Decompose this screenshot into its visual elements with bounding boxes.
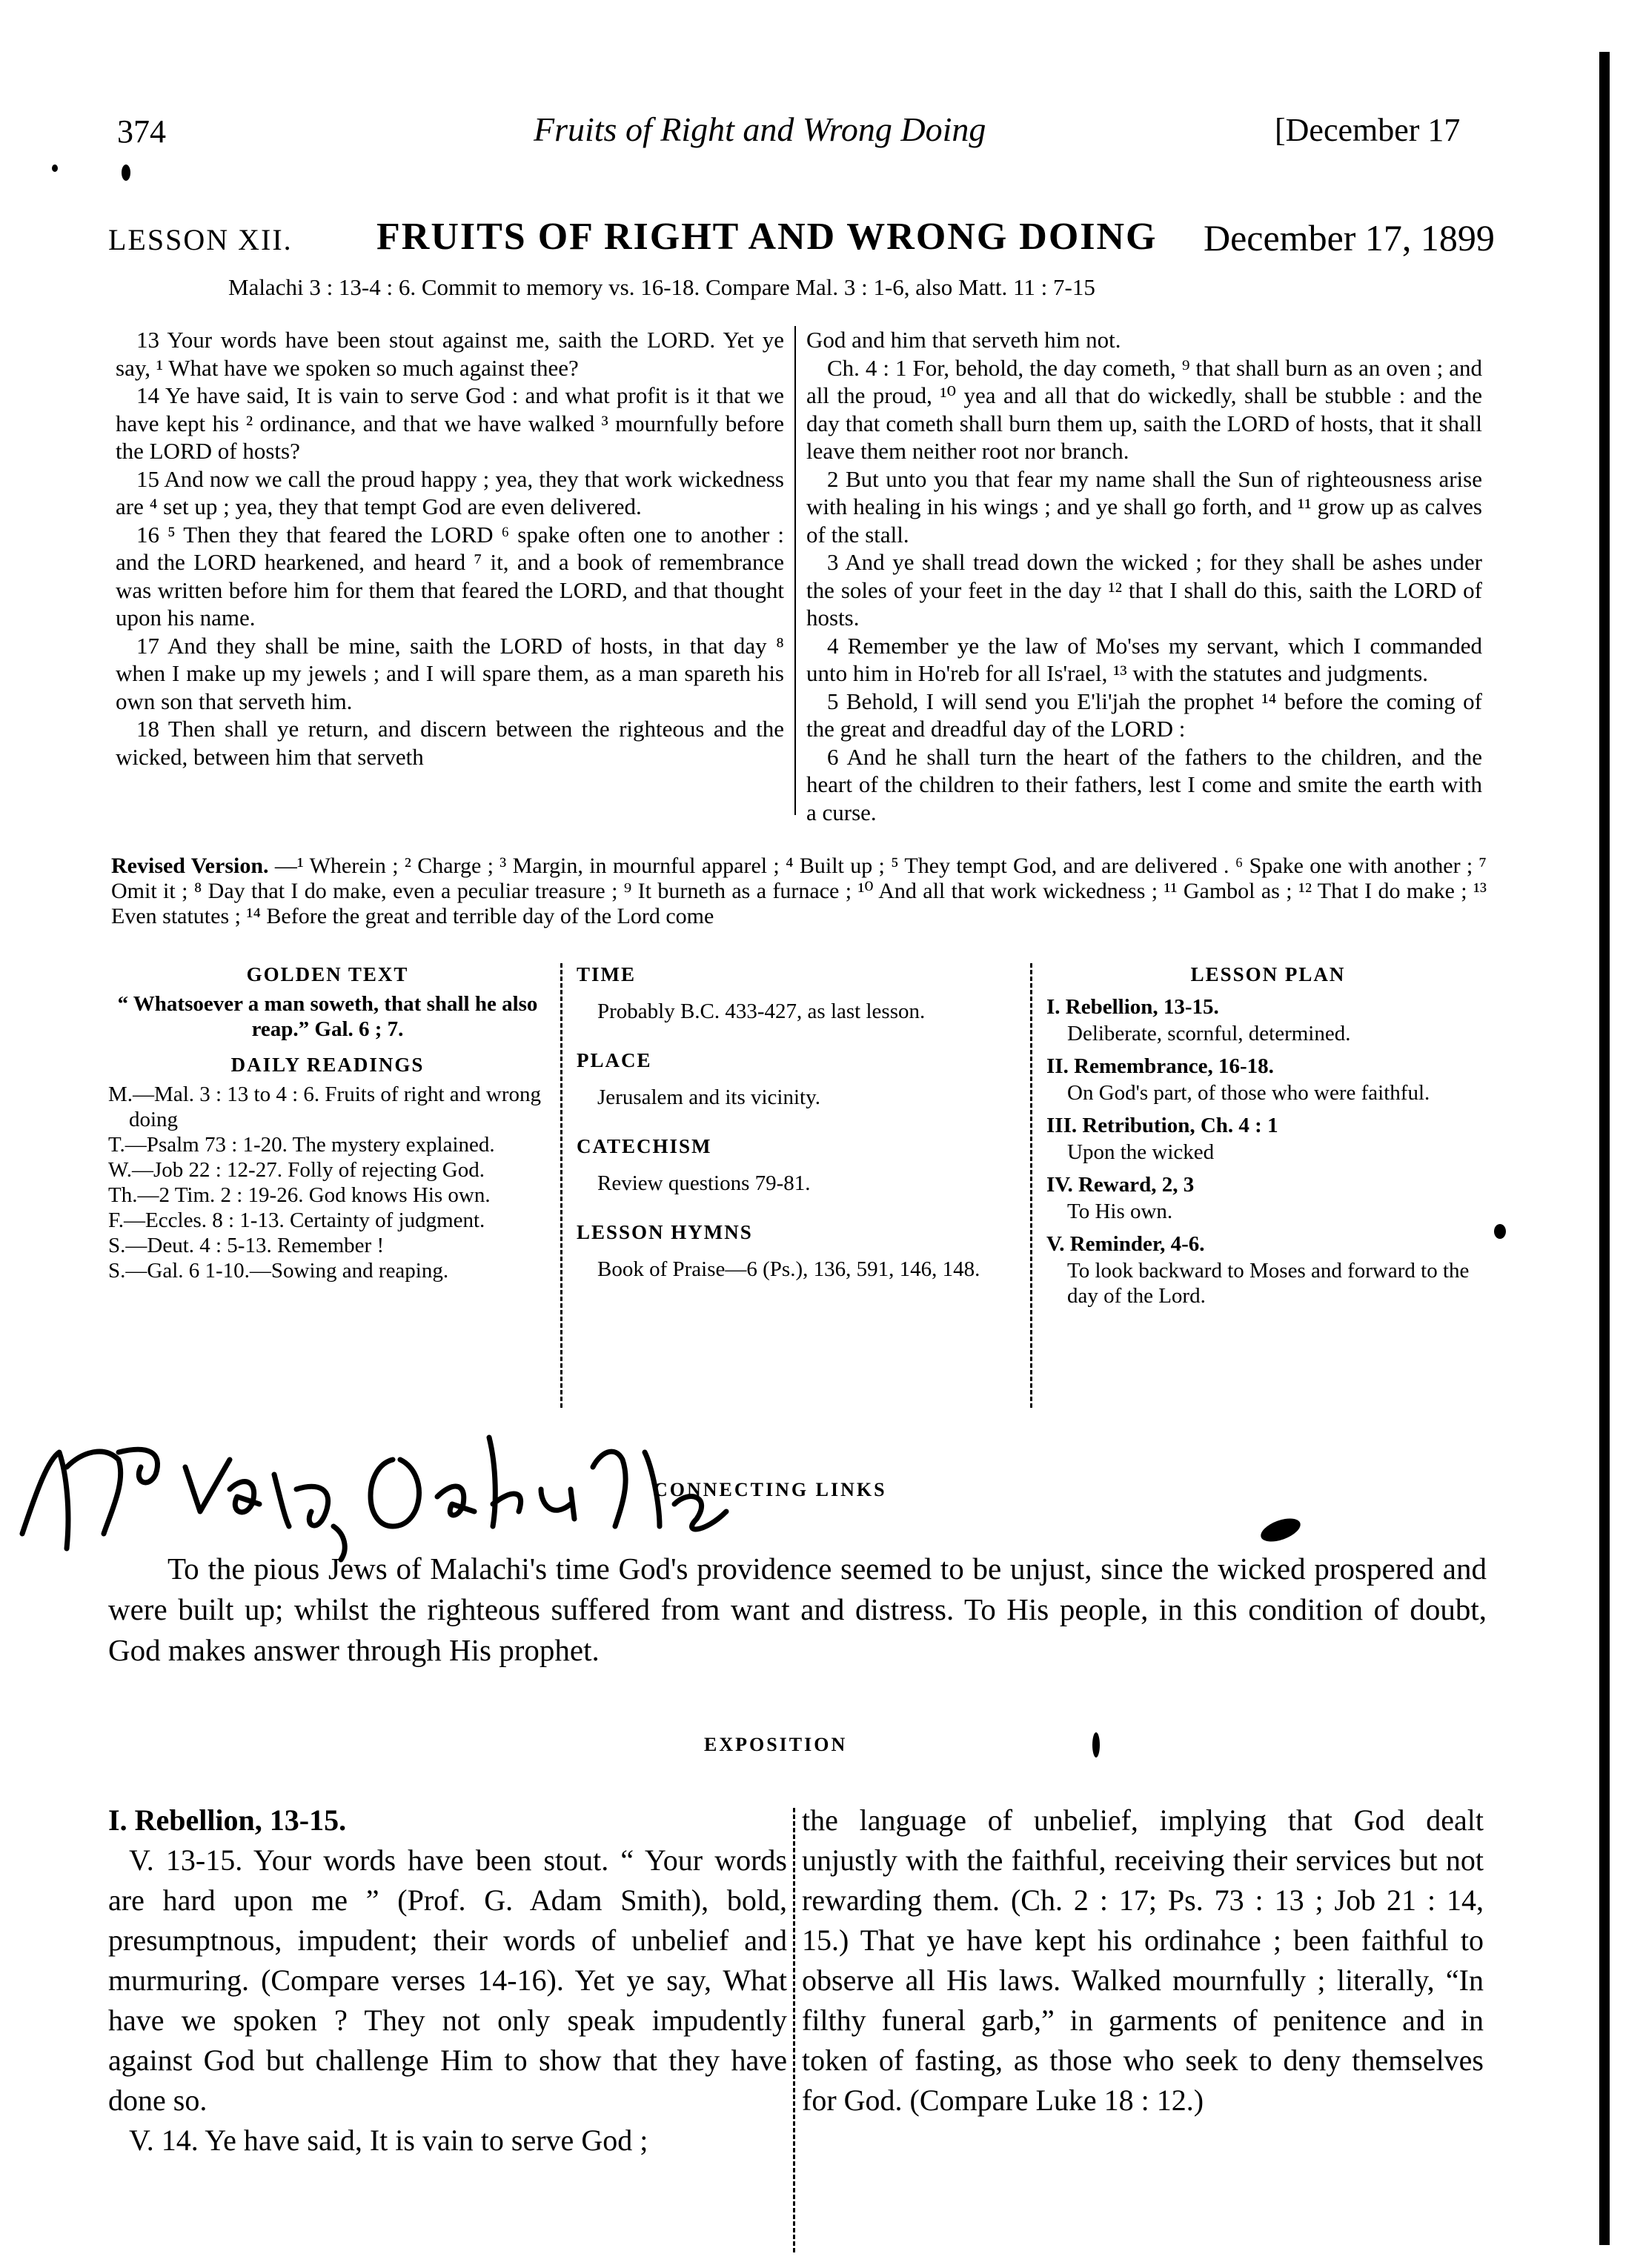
golden-text-column [108,962,547,1283]
lesson-label: LESSON XII. [108,223,293,256]
verse: 16 ⁵ Then they that feared the LORD ⁶ spake often one to another : and the LORD hearkened, and heard ⁷ it, and a book of remembrance was written before him for them that feared the LORD, and that thought upon his name. [116,521,784,631]
plan-item-sub: Deliberate, scornful, determined. [1067,1022,1351,1045]
column-divider [793,1808,795,2252]
time-heading: TIME [577,963,637,985]
connecting-links-text: To the pious Jews of Malachi's time God's providence seemed to be unjust, since the wicked prospered and were built up; whilst the righteous suffered from want and distress. To His people, in this condition of doubt, God makes answer through His prophet. [108,1552,1487,1667]
daily-readings-heading: DAILY READINGS [230,1054,425,1076]
verse-continuation: God and him that serveth him not. [806,327,1121,353]
box-divider [560,963,562,1408]
verse: 2 But unto you that fear my name shall the Sun of righteousness arise with healing in his wings ; and ye shall go forth, and ¹¹ grow up as calves of the stall. [806,465,1482,548]
margin-ink-bar [1599,52,1610,2245]
catechism-heading: CATECHISM [577,1135,712,1157]
catechism-text: Review questions 79-81. [597,1171,811,1195]
golden-text-heading: GOLDEN TEXT [246,963,409,985]
column-divider [794,326,796,815]
hymns-heading: LESSON HYMNS [577,1221,753,1243]
daily-reading: M.—Mal. 3 : 13 to 4 : 6. Fruits of right and wrong doing [108,1083,542,1131]
ink-blot [1092,1732,1100,1757]
plan-item-title: II. Remembrance, 16-18. [1046,1054,1274,1078]
time-place-column [577,962,1021,1306]
scripture-right-column [806,326,1482,826]
page-number: 374 [117,113,166,150]
plan-item-title: V. Reminder, 4-6. [1046,1232,1205,1256]
ink-blot [122,164,130,181]
scripture-reference: Malachi 3 : 13-4 : 6. Commit to memory vs. 16-18. Compare Mal. 3 : 1-6, also Matt. 11 : 7-15 [228,274,1095,300]
revised-version-label: Revised Version. [111,854,269,878]
lesson-plan-heading: LESSON PLAN [1190,963,1346,985]
exposition-right-column [802,1800,1484,2121]
exposition-section-title: I. Rebellion, 13-15. [108,1803,347,1837]
running-title: Fruits of Right and Wrong Doing [534,110,986,148]
verse: 6 And he shall turn the heart of the fathers to the children, and the heart of the children to their fathers, lest I come and smite the earth with a curse. [806,743,1482,825]
plan-item-title: I. Rebellion, 13-15. [1046,995,1219,1019]
lesson-title: FRUITS OF RIGHT AND WRONG DOING [376,216,1158,258]
place-text: Jerusalem and its vicinity. [597,1085,820,1109]
plan-item-title: IV. Reward, 2, 3 [1046,1173,1195,1197]
verse: 14 Ye have said, It is vain to serve God : and what profit is it that we have kept his ² ordinance, and that we have walked ³ mournfully before the LORD of hosts? [116,382,784,464]
exposition-paragraph: the language of unbelief, implying that God dealt unjustly with the faithful, receiving their services but not rewarding them. (Ch. 2 : 17; Ps. 73 : 13 ; Job 21 : 14, 15.) That ye have kept his ordinahce ; been faithful to observe all His laws. Walked mournfully ; literally, “In filthy funeral garb,” in garments of penitence and in token of fasting, as those who seek to deny themselves for God. (Compare Luke 18 : 12.) [802,1803,1484,2117]
plan-item-sub: Upon the wicked [1067,1140,1215,1164]
ink-blot [1494,1224,1506,1239]
verse: 3 And ye shall tread down the wicked ; for they shall be ashes under the soles of your feet in the day ¹² that I shall do this, saith the LORD of hosts. [806,549,1482,631]
box-divider [1030,963,1032,1408]
scripture-left-column [116,326,784,771]
daily-reading: F.—Eccles. 8 : 1-13. Certainty of judgment. [108,1208,485,1232]
ink-blot [1258,1514,1304,1546]
lesson-date: December 17, 1899 [1204,217,1495,259]
ink-blot [52,164,58,172]
connecting-links-heading: CONNECTING LINKS [654,1479,887,1500]
exposition-left-column [108,1800,787,2161]
time-text: Probably B.C. 433-427, as last lesson. [597,1000,926,1023]
verse: 17 And they shall be mine, saith the LORD of hosts, in that day ⁸ when I make up my jewels ; and I will spare them, as a man spareth his own son that serveth him. [116,632,784,714]
plan-item-sub: To look backward to Moses and forward to the day of the Lord. [1067,1259,1470,1308]
golden-text: “ Whatsoever a man soweth, that shall he also reap.” Gal. 6 ; 7. [117,992,538,1041]
plan-item-title: III. Retribution, Ch. 4 : 1 [1046,1114,1278,1137]
daily-reading: W.—Job 22 : 12-27. Folly of rejecting God. [108,1158,485,1182]
verse: 4 Remember ye the law of Mo'ses my servant, which I commanded unto him in Ho'reb for all Is'rael, ¹³ with the statutes and judgments. [806,632,1482,686]
hymns-text: Book of Praise—6 (Ps.), 136, 591, 146, 148. [597,1257,980,1281]
daily-reading: S.—Deut. 4 : 5-13. Remember ! [108,1234,385,1257]
daily-reading: T.—Psalm 73 : 1-20. The mystery explained. [108,1133,495,1157]
plan-item-sub: To His own. [1067,1200,1173,1223]
daily-reading: S.—Gal. 6 1-10.—Sowing and reaping. [108,1259,449,1283]
place-heading: PLACE [577,1049,652,1071]
exposition-heading: EXPOSITION [704,1734,848,1755]
plan-item-sub: On God's part, of those who were faithful. [1067,1081,1430,1105]
running-date: [December 17 [1275,112,1461,148]
verse: 18 Then shall ye return, and discern between the righteous and the wicked, between him that serveth [116,716,784,770]
lesson-plan-column [1046,962,1490,1314]
verse: 15 And now we call the proud happy ; yea, they that work wickedness are ⁴ set up ; yea, they that tempt God are even delivered. [116,465,784,519]
exposition-paragraph: V. 13-15. Your words have been stout. “ Your words are hard upon me ” (Prof. G. Adam Smith), bold, presumptnous, impudent; their words of unbelief and murmuring. (Compare verses 14-16). Yet ye say, What have we spoken ? They not only speak impudently against God but challenge Him to show that they have done so. [108,1843,787,2117]
revised-version-notes [111,854,1487,929]
verse: 13 Your words have been stout against me, saith the LORD. Yet ye say, ¹ What have we spoken so much against thee? [116,327,784,381]
daily-reading: Th.—2 Tim. 2 : 19-26. God knows His own. [108,1183,491,1207]
verse: 5 Behold, I will send you E'li'jah the prophet ¹⁴ before the coming of the great and dreadful day of the LORD : [806,688,1482,742]
revised-version-text: —¹ Wherein ; ² Charge ; ³ Margin, in mournful apparel ; ⁴ Built up ; ⁵ They tempt God, and are delivered . ⁶ Spake one with another ; ⁷ Omit it ; ⁸ Day that I do make, even a peculiar treasure ; ⁹ It burneth as a furnace ; ¹⁰ And all that work wickedness ; ¹¹ Gambol as ; ¹² That I do make ; ¹³ Even statutes ; ¹⁴ Before the great and terrible day of the Lord come [111,854,1487,928]
exposition-paragraph: V. 14. Ye have said, It is vain to serve God ; [129,2124,648,2157]
verse: Ch. 4 : 1 For, behold, the day cometh, ⁹ that shall burn as an oven ; and all the proud, ¹⁰ yea and all that do wickedly, shall be stubble : and the day that cometh shall burn them up, saith the LORD of hosts, that it shall leave them neither root nor branch. [806,354,1482,464]
